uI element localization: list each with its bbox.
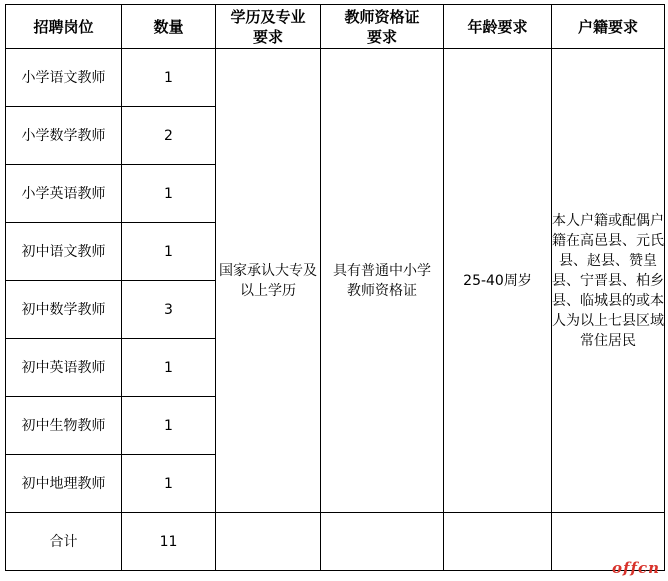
position-cell: 初中地理教师	[6, 455, 122, 513]
certificate-requirement-text: 具有普通中小学教师资格证	[333, 262, 431, 299]
offcn-watermark: offcn	[612, 559, 660, 577]
position-cell: 小学语文教师	[6, 49, 122, 107]
empty-cell	[444, 513, 552, 571]
header-education-text: 学历及专业 要求	[230, 7, 306, 46]
quantity-cell: 1	[122, 223, 216, 281]
recruitment-table	[5, 4, 665, 571]
header-household: 户籍要求	[552, 5, 665, 49]
household-requirement: 本人户籍或配偶户籍在高邑县、元氏县、赵县、赞皇县、宁晋县、柏乡县、临城县的或本人为以上七县区域常住居民	[552, 49, 665, 513]
position-cell: 初中生物教师	[6, 397, 122, 455]
header-row	[6, 5, 665, 49]
total-quantity: 11	[122, 513, 216, 571]
total-label: 合计	[6, 513, 122, 571]
position-cell: 初中语文教师	[6, 223, 122, 281]
quantity-cell: 2	[122, 107, 216, 165]
quantity-cell: 1	[122, 397, 216, 455]
quantity-cell: 1	[122, 165, 216, 223]
education-requirement-text: 国家承认大专及以上学历	[219, 262, 317, 299]
empty-cell	[216, 513, 321, 571]
certificate-requirement	[321, 49, 444, 513]
position-cell: 小学数学教师	[6, 107, 122, 165]
header-position: 招聘岗位	[6, 5, 122, 49]
header-certificate-text: 教师资格证 要求	[344, 7, 420, 46]
quantity-cell: 1	[122, 455, 216, 513]
quantity-cell: 1	[122, 339, 216, 397]
quantity-cell: 1	[122, 49, 216, 107]
position-cell: 初中英语教师	[6, 339, 122, 397]
position-cell: 初中数学教师	[6, 281, 122, 339]
position-cell: 小学英语教师	[6, 165, 122, 223]
header-education	[216, 5, 321, 49]
education-requirement	[216, 49, 321, 513]
empty-cell	[321, 513, 444, 571]
age-requirement: 25-40周岁	[444, 49, 552, 513]
quantity-cell: 3	[122, 281, 216, 339]
table-row	[6, 49, 665, 107]
header-certificate	[321, 5, 444, 49]
header-quantity: 数量	[122, 5, 216, 49]
total-row	[6, 513, 665, 571]
header-age: 年龄要求	[444, 5, 552, 49]
